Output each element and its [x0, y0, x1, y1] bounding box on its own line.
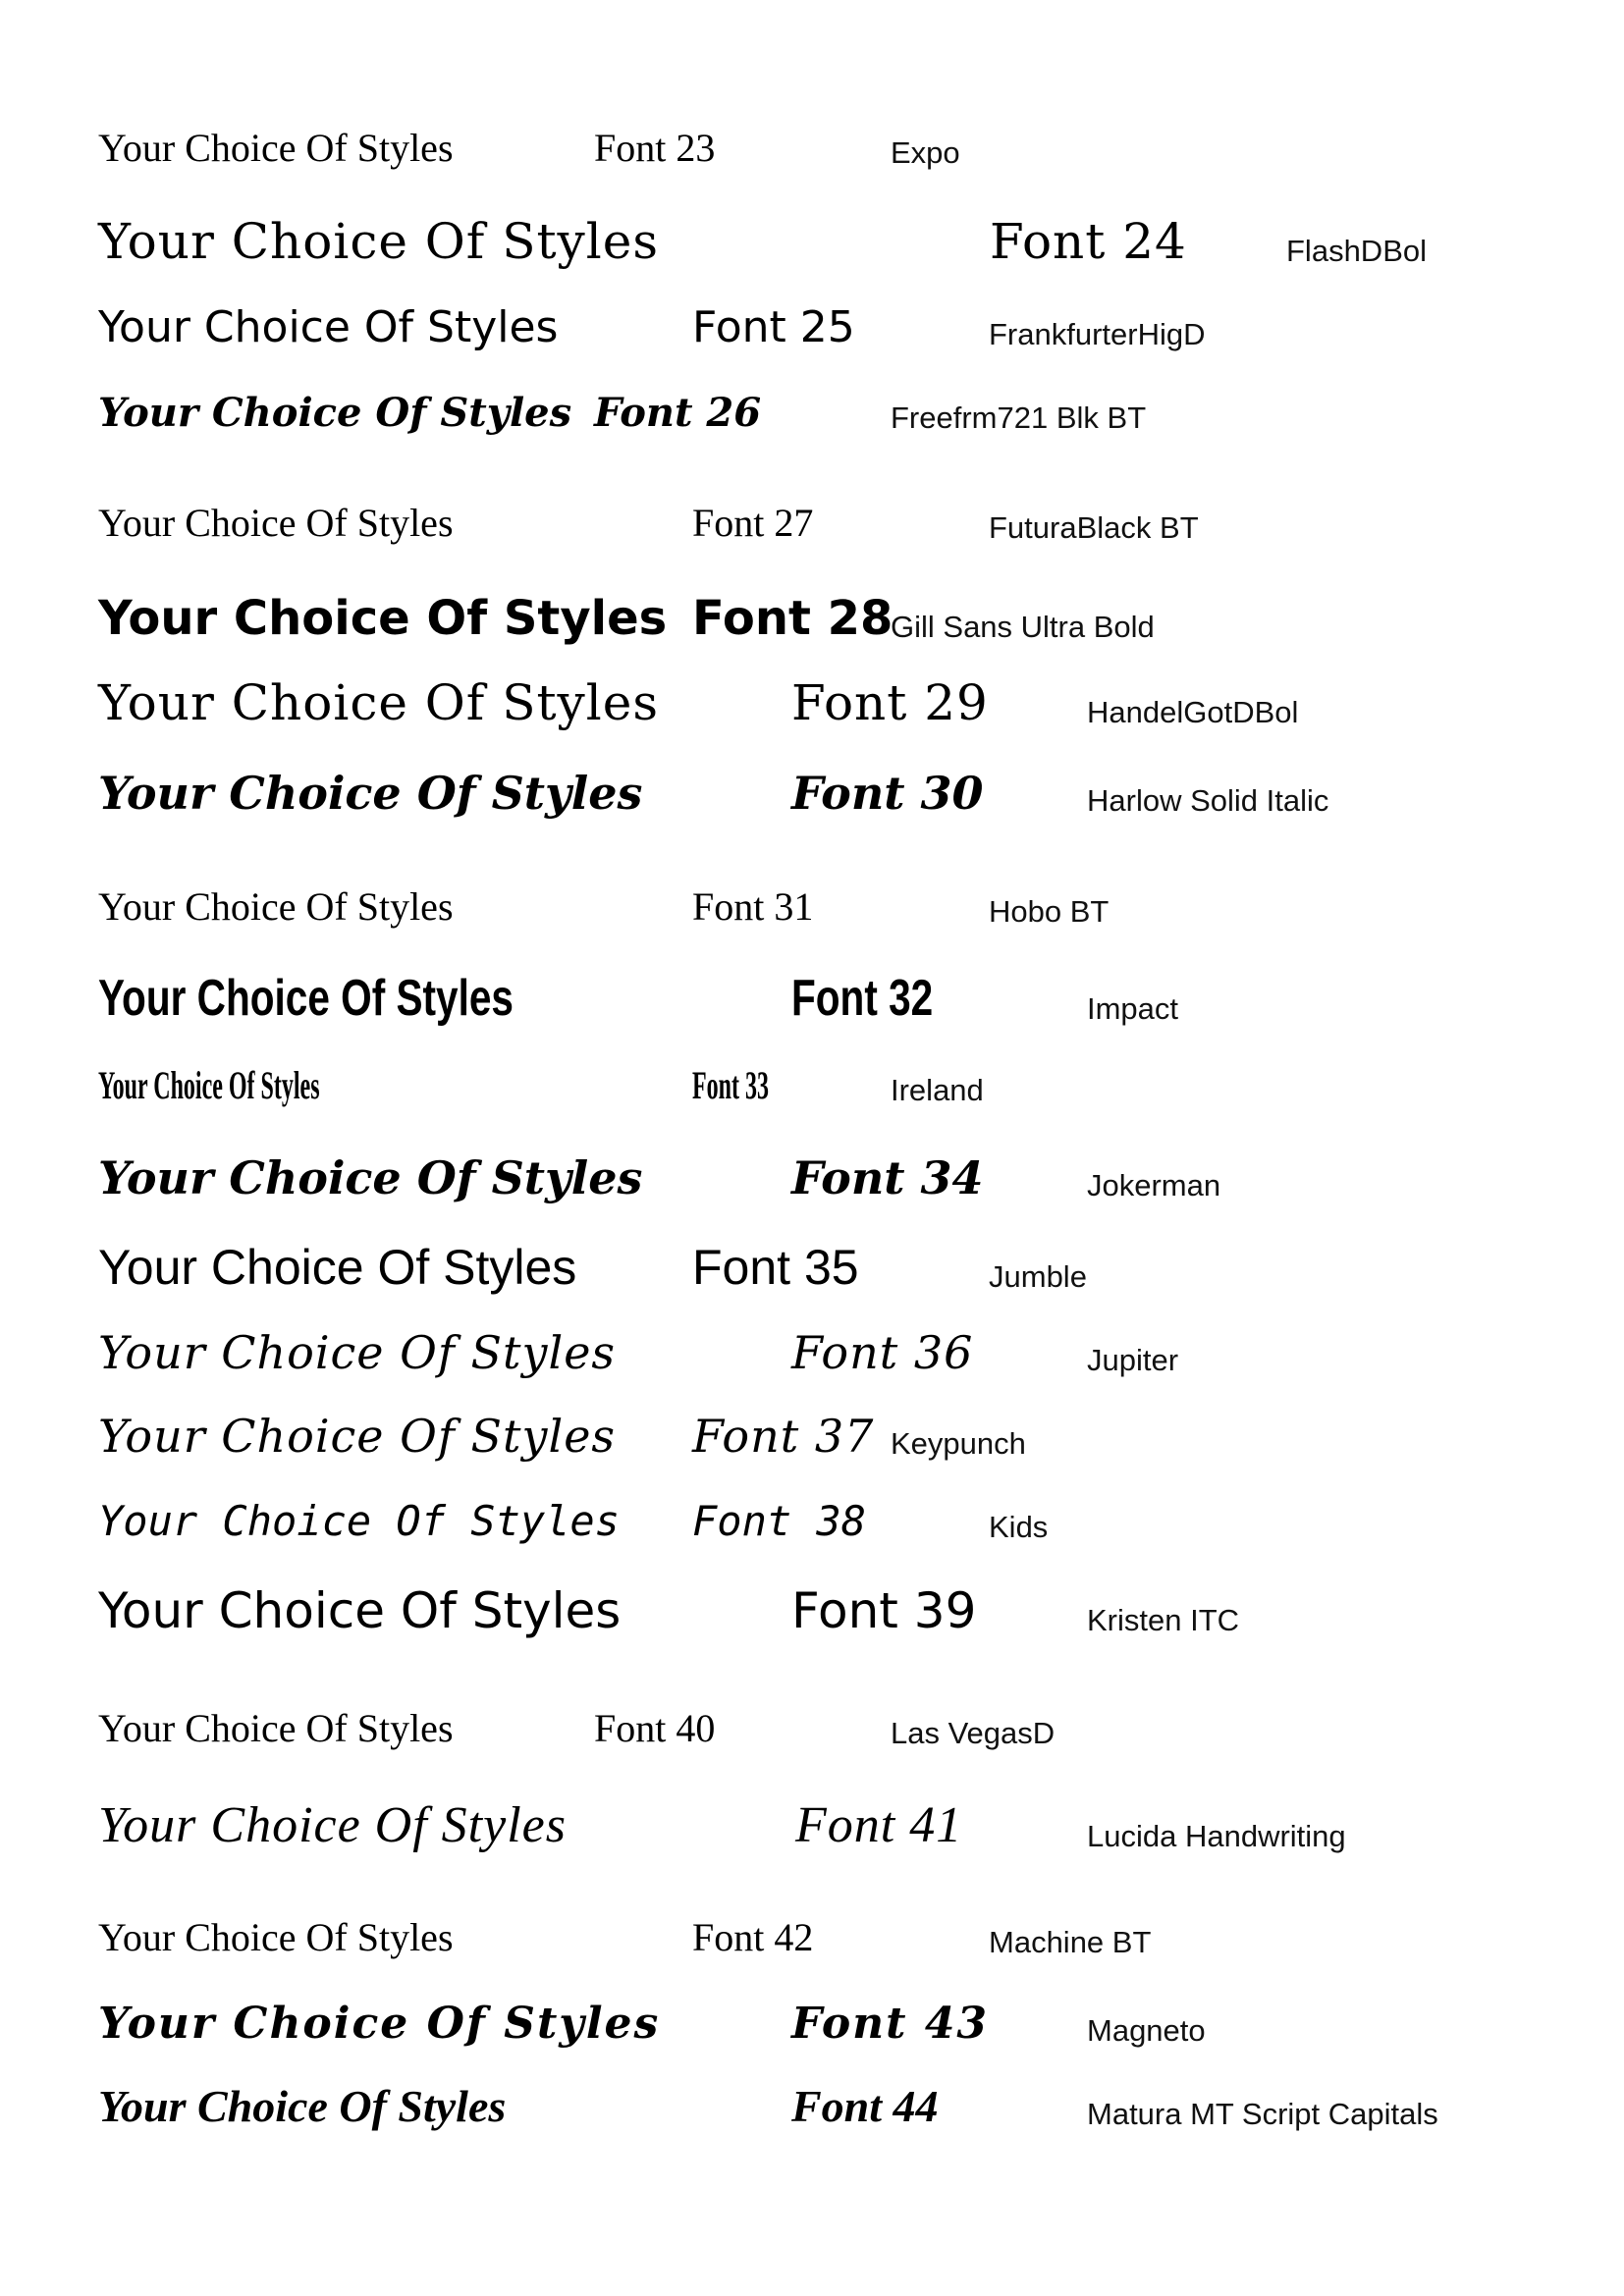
font-number: Font 25: [692, 302, 855, 352]
font-row-26: [0, 390, 1624, 436]
font-row-38: [0, 1497, 1624, 1545]
font-sample: Your Choice Of Styles: [98, 1063, 320, 1107]
font-name: HandelGotDBol: [1087, 695, 1299, 729]
font-number: Font 34: [791, 1151, 984, 1204]
font-name: Las VegasD: [891, 1716, 1056, 1750]
font-row-34: [0, 1151, 1624, 1204]
font-sample: Your Choice Of Styles: [98, 591, 668, 646]
font-number: Font 23: [594, 126, 716, 170]
font-number: Font 35: [692, 1240, 859, 1295]
font-row-32: [0, 970, 1624, 1027]
font-number: Font 28: [692, 591, 893, 646]
font-sample: Your Choice Of Styles: [98, 1410, 617, 1463]
font-number: Font 31: [692, 884, 814, 929]
font-sample: Your Choice Of Styles: [98, 501, 454, 545]
font-name: Kids: [989, 1510, 1049, 1544]
font-number: Font 27: [692, 501, 814, 545]
font-sample: Your Choice Of Styles: [98, 767, 643, 820]
font-sample: Your Choice Of Styles: [98, 1797, 567, 1853]
font-sample: Your Choice Of Styles: [98, 302, 559, 352]
font-name: Keypunch: [891, 1426, 1026, 1461]
font-name: FrankfurterHigD: [989, 317, 1206, 351]
font-name: FlashDBol: [1286, 234, 1427, 268]
font-sample: Your Choice Of Styles: [98, 970, 514, 1027]
font-row-25: [0, 302, 1624, 352]
font-row-23: [0, 126, 1624, 170]
font-row-35: [0, 1240, 1624, 1295]
font-number: Font 29: [791, 674, 989, 731]
font-row-40: [0, 1706, 1624, 1750]
font-name: Hobo BT: [989, 894, 1110, 929]
font-sample: Your Choice Of Styles: [98, 2081, 507, 2131]
font-name: Impact: [1087, 991, 1179, 1026]
font-row-30: [0, 767, 1624, 820]
font-sample: Your Choice Of Styles: [98, 674, 660, 731]
font-row-36: [0, 1326, 1624, 1379]
font-number: Font 41: [795, 1797, 963, 1853]
font-row-39: [0, 1582, 1624, 1639]
font-row-31: [0, 884, 1624, 929]
font-name: Freefrm721 Blk BT: [891, 400, 1147, 435]
font-row-44: [0, 2081, 1624, 2131]
font-sample: Your Choice Of Styles: [98, 1582, 622, 1639]
font-sample: Your Choice Of Styles: [98, 1915, 454, 1959]
font-name: Matura MT Script Capitals: [1087, 2097, 1438, 2131]
font-number: Font 37: [692, 1410, 875, 1463]
font-sample: Your Choice Of Styles: [98, 390, 572, 436]
font-number: Font 43: [791, 1999, 990, 2049]
font-number: Font 26: [594, 390, 762, 436]
font-row-43: [0, 1999, 1624, 2049]
font-name: Jupiter: [1087, 1343, 1179, 1377]
font-sample: Your Choice Of Styles: [98, 1240, 577, 1295]
font-row-29: [0, 674, 1624, 731]
font-name: Lucida Handwriting: [1087, 1819, 1346, 1853]
font-sample: Your Choice Of Styles: [98, 1326, 617, 1379]
font-row-37: [0, 1410, 1624, 1463]
font-number: Font 32: [791, 970, 934, 1027]
font-row-24: [0, 213, 1624, 270]
font-sample: Your Choice Of Styles: [98, 1151, 643, 1204]
font-name: Gill Sans Ultra Bold: [891, 610, 1155, 644]
font-sample: Your Choice Of Styles: [98, 1706, 454, 1750]
font-name: Jokerman: [1087, 1168, 1221, 1202]
font-number: Font 30: [791, 767, 984, 820]
font-name: Magneto: [1087, 2013, 1206, 2048]
font-number: Font 38: [692, 1497, 867, 1545]
font-row-33: [0, 1063, 1624, 1107]
font-name: Machine BT: [989, 1925, 1152, 1959]
font-sample: Your Choice Of Styles: [98, 213, 660, 270]
font-number: Font 40: [594, 1706, 716, 1750]
font-number: Font 33: [692, 1063, 769, 1107]
font-sample: Your Choice Of Styles: [98, 884, 454, 929]
font-number: Font 24: [990, 213, 1187, 270]
font-name: Ireland: [891, 1073, 984, 1107]
font-sample: Your Choice Of Styles: [98, 1999, 661, 2049]
font-name: Kristen ITC: [1087, 1603, 1240, 1637]
font-row-41: [0, 1797, 1624, 1853]
font-name: Jumble: [989, 1259, 1087, 1294]
font-row-42: [0, 1915, 1624, 1959]
font-name: Expo: [891, 135, 960, 170]
font-number: Font 42: [692, 1915, 814, 1959]
font-number: Font 39: [791, 1582, 977, 1639]
font-row-27: [0, 501, 1624, 545]
font-row-28: [0, 591, 1624, 646]
font-sample: Your Choice Of Styles: [98, 126, 454, 170]
font-name: Harlow Solid Italic: [1087, 783, 1329, 818]
font-number: Font 36: [791, 1326, 974, 1379]
font-number: Font 44: [791, 2081, 939, 2131]
font-sample: Your Choice Of Styles: [98, 1497, 621, 1545]
font-name: FuturaBlack BT: [989, 510, 1199, 545]
